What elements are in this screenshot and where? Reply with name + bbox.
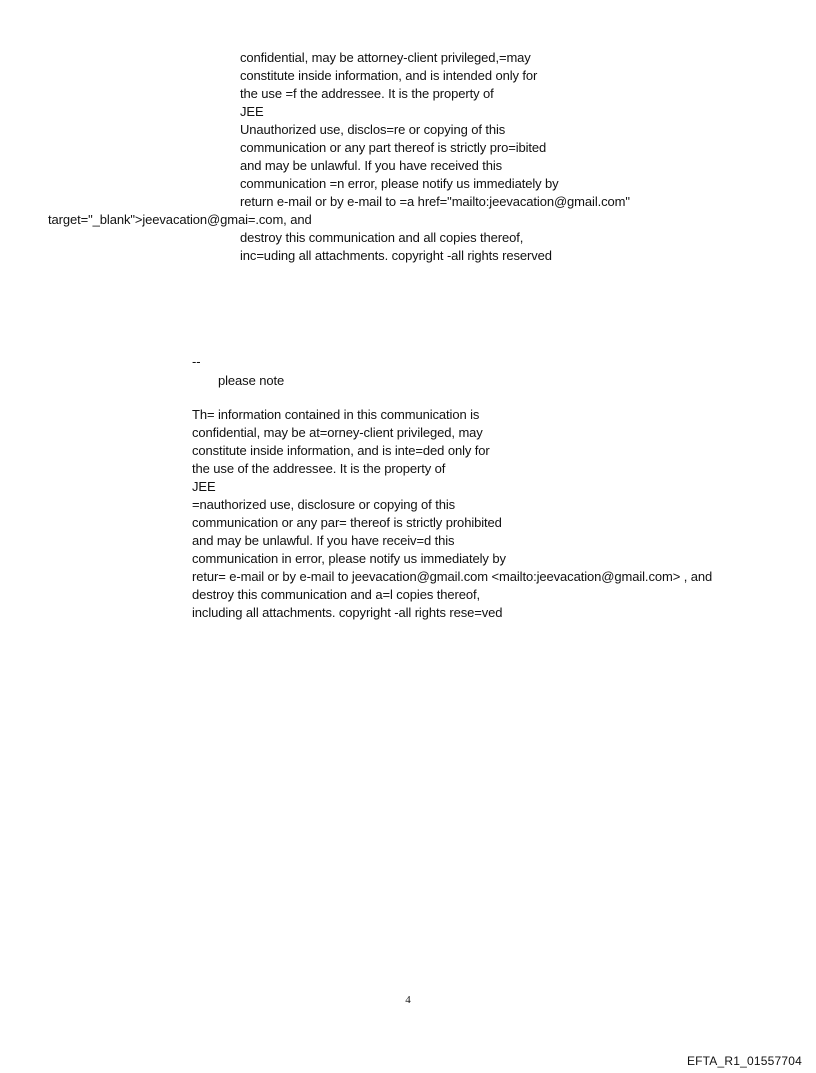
text-line: communication in error, please notify us immediately by (192, 551, 506, 566)
text-line: confidential, may be at=orney-client privileged, may (192, 425, 483, 440)
text-line: Th= information contained in this communication is (192, 407, 480, 422)
text-line: including all attachments. copyright -all rights rese=ved (192, 605, 503, 620)
note-heading: please note (218, 373, 285, 388)
page-number: 4 (405, 994, 411, 1006)
text-line: communication or any part thereof is strictly pro=ibited (240, 140, 547, 155)
text-line: constitute inside information, and is intended only for (240, 68, 538, 83)
text-line: communication =n error, please notify us immediately by (240, 176, 559, 191)
text-line: JEE (240, 104, 264, 119)
text-line: JEE (192, 479, 216, 494)
text-line: destroy this communication and all copies thereof, (240, 230, 524, 245)
text-line: Unauthorized use, disclos=re or copying of this (240, 122, 506, 137)
separator: -- (192, 354, 201, 369)
text-line: the use of the addressee. It is the property of (192, 461, 446, 476)
text-line: and may be unlawful. If you have received this (240, 158, 503, 173)
text-line: destroy this communication and a=l copies thereof, (192, 587, 481, 602)
text-line: constitute inside information, and is inte=ded only for (192, 443, 490, 458)
text-line: =nauthorized use, disclosure or copying of this (192, 497, 456, 512)
bates-number: EFTA_R1_01557704 (686, 1054, 802, 1068)
text-line: retur= e-mail or by e-mail to jeevacation@gmail.com <mailto:jeevacation@gmail.com> , and (192, 569, 713, 584)
text-line: the use =f the addressee. It is the property of (240, 86, 494, 101)
text-line: and may be unlawful. If you have receiv=d this (192, 533, 455, 548)
text-line: target="_blank">jeevacation@gmai=.com, and (48, 212, 312, 227)
text-line: return e-mail or by e-mail to =a href="mailto:jeevacation@gmail.com" (240, 194, 630, 209)
text-line: communication or any par= thereof is strictly prohibited (192, 515, 502, 530)
text-line: inc=uding all attachments. copyright -all rights reserved (240, 248, 552, 263)
text-line: confidential, may be attorney-client privileged,=may (240, 50, 531, 65)
